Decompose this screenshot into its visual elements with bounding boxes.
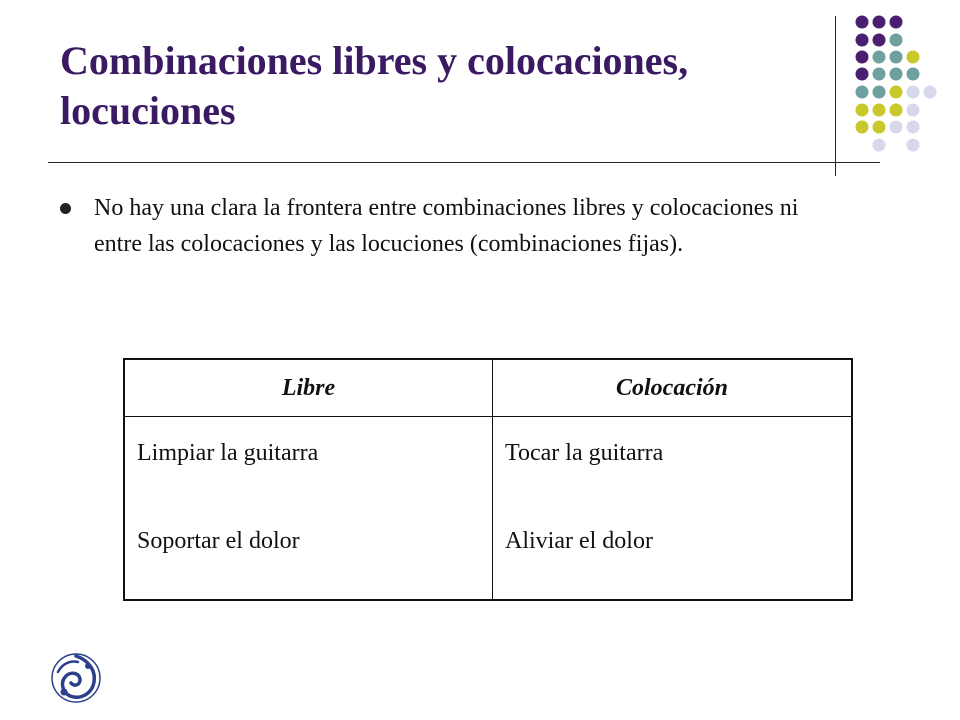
decor-dot — [907, 86, 920, 99]
bullet-text: No hay una clara la frontera entre combinaciones libres y colocaciones ni entre las colocaciones y las locuciones (combinaciones fijas). — [94, 195, 799, 257]
comparison-table — [123, 358, 853, 601]
decor-dot — [856, 68, 869, 81]
decor-dot — [924, 86, 937, 99]
decor-dot — [856, 86, 869, 99]
slide-title: Combinaciones libres y colocaciones, locuciones — [60, 38, 689, 133]
table-cell-libre — [124, 417, 493, 601]
decor-dot — [890, 121, 903, 134]
spiral-logo-icon — [50, 652, 102, 704]
decor-dot — [890, 68, 903, 81]
decor-dot — [907, 68, 920, 81]
decor-dot — [873, 121, 886, 134]
decor-dot — [873, 68, 886, 81]
decor-dot — [890, 104, 903, 117]
header-libre: Libre — [124, 359, 493, 417]
bullet-item — [58, 190, 848, 262]
table-cell-colocacion — [493, 417, 853, 601]
decor-dot — [907, 51, 920, 64]
decor-dot — [890, 86, 903, 99]
decor-dot — [907, 104, 920, 117]
cell-text: Tocar la guitarra — [505, 440, 664, 466]
bullet-list — [58, 190, 848, 262]
decor-dot — [890, 34, 903, 47]
decor-dot — [873, 34, 886, 47]
decor-dot — [856, 51, 869, 64]
decor-dot — [873, 16, 886, 29]
decor-dot — [856, 121, 869, 134]
decor-dot — [873, 51, 886, 64]
table-row — [124, 417, 852, 601]
decor-dot — [856, 16, 869, 29]
table-header-row — [124, 359, 852, 417]
header-colocacion: Colocación — [493, 359, 853, 417]
decor-dot — [873, 104, 886, 117]
decor-dot — [873, 139, 886, 152]
decor-dot — [873, 86, 886, 99]
cell-text: Soportar el dolor — [137, 528, 300, 554]
bullet-dot-icon — [60, 203, 71, 214]
cell-text: Aliviar el dolor — [505, 528, 653, 554]
decor-dot — [907, 139, 920, 152]
decor-dot — [856, 34, 869, 47]
decor-dot — [907, 121, 920, 134]
decor-dot — [856, 104, 869, 117]
decor-dot — [890, 16, 903, 29]
cell-text: Limpiar la guitarra — [137, 440, 319, 466]
decor-dot — [890, 51, 903, 64]
dot-grid-decoration — [0, 0, 960, 170]
